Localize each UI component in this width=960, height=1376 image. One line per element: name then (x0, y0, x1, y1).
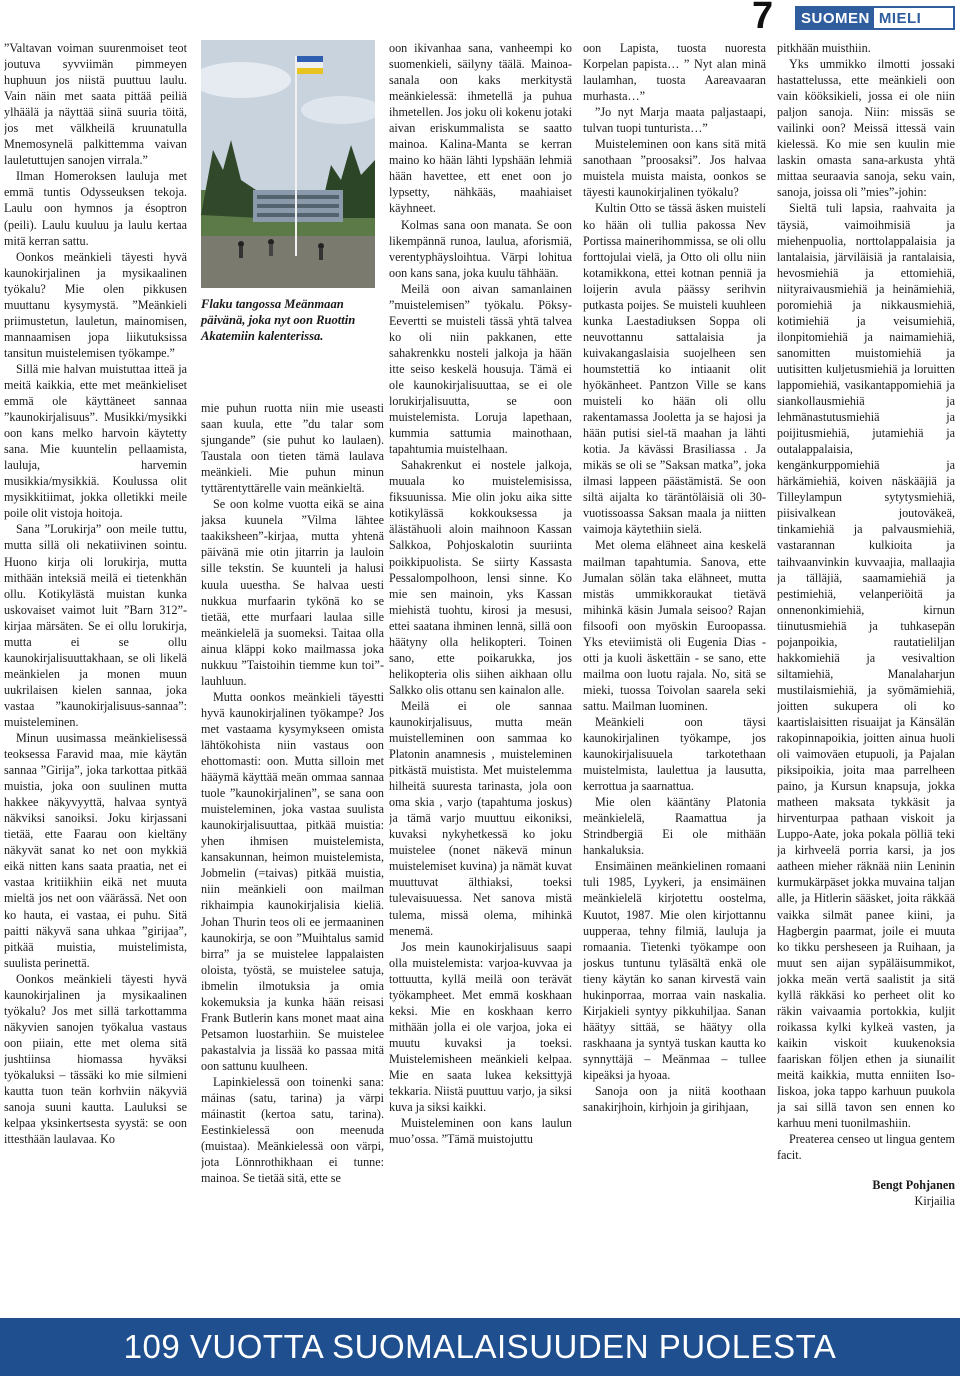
paragraph: Yks ummikko ilmotti jossaki hastattelussa, ette meänkieli oon vain kööksikieli, jossa ei ole niin paljon sanoja. Niin: missäs se vailinki oon? Meissä ittessä vain kielessä. Ko mie sen kuulin mie laskin omasta sana-arkusta yhtä mittaa seuraavia sanoja, seku vain, sanoja, joissa oli ”mies”-johin: (777, 57, 955, 200)
brand-logo-part1: SUOMEN (797, 8, 874, 28)
paragraph: ”Jo nyt Marja maata paljastaapi, tulvan tuopi tunturista…” (583, 105, 766, 136)
author-name: Bengt Pohjanen (872, 1178, 955, 1193)
paragraph: Minun uusimassa meänkielisessä teoksessa Faravid maa, mie käytän sannaa ”Girija”, joka tarkottaa pitkää muistia, joka oon suulinen mutta hakkee näkyvyyttä, halvaa syntyä näkviksi sanoiksi. Joku kirjassani tietää, ette Faarau oon kieltäny näkyvät sanat ko net oon mykkiä eikä nitten kans saata praatia, net ei vastaa kritiikhiin eikä net muuta mieltä jos net oon väärässä. Net oon ko hauta, ei vastaa, ei puhu. Sitä paitti näkyvä sana uhkaa ”girijaa”, pitkää muistia, muistelimista, suulista perinettä. (4, 731, 187, 970)
paragraph: ”Valtavan voiman suurenmoiset teot joutuva syvviimän pimmeyen huphuun jos niistä puuttuu laulu. Vain näin met saata pittää peiliä ylhäälä ja näyttää siinä suuria töitä, jos met välkheilä kruunatulla Mnemosynelä palkittemma vaivan lauletuttujen sanojen virrala.” (4, 41, 187, 168)
paragraph: Lapinkielessä oon toinenki sana: máinas (satu, tarina) ja värpi máinastit (kertoa satu, tarina). Eestinkielessä oon meenuda (muistaa). Meänkielessä oon värpi, jota Lönnrothikhaan ei tunne: mainoa. Se tietää sitä, ette se (201, 1074, 384, 1186)
article-column-4 (583, 40, 766, 1315)
paragraph: Jos mein kaunokirjalisuus saapi olla muistelemista: varjoa-kuvvaa ja tottuutta, kyllä meilä oon terävät työkampheet. Met emmä koskhaan keksi. Mie en koskhaan kerro mithään jolla ei ole varjoa, joka ei muutu kuvaksi ja toeksi. Muistelemisheen meänkieli kelpaa. Mie en saata lukea keksittyjä tekkaria. Niistä puuttuu varjo, ja siksi kuva ja siksi kaikki. (389, 939, 572, 1115)
author-role: Kirjailia (914, 1194, 955, 1209)
paragraph: Muisteleminen oon kans sitä mitä sanothaan ”proosaksi”. Jos halvaa muistela muista maista, oonkos se täyesti kaunokirjalinen työkalu? (583, 137, 766, 200)
page-number: 7 (752, 0, 774, 37)
paragraph: pitkhään muisthiin. (777, 41, 871, 55)
paragraph: Sanoja oon ja niitä koothaan sanakirjhoin, kirhjoin ja girihjaan, (583, 1084, 766, 1115)
article-column-3 (389, 40, 572, 1315)
paragraph: Sahakrenkut ei nostele jalkoja, muuala ko muistelemisissa, fiksuunissa. Mie olin joku aika sitte kotikylässä kokkouksessa ja älästähuoli aloin maihnoon Kassan Salkkoa, Pohjoskalotin suuriinta poikkipuolista. Se siirty Kassasta Pessalompolhoon, lensi sinne. Ko mie sen mainoin, yks Kassan miehistä tuohtu, kirosi ja mesusi, ettei saatana ihminen lennä, sillä oon häätyny olla helikopteri. Toinen sano, ette poikarukka, jos helikopteria olis siihen aikhaan ollu Salkko olis ottanu sen kainalon alle. (389, 458, 572, 697)
photo-caption: Flaku tangossa Meänmaan päivänä, joka nyt oon Ruottin Akatemiin kalenterissa. (201, 297, 356, 343)
masthead (0, 0, 960, 37)
footer-banner: 109 VUOTTA SUOMALAISUUDEN PUOLESTA (0, 1318, 960, 1376)
flag-pole-photo (201, 40, 375, 288)
paragraph: Mutta oonkos meänkieli täyestti hyvä kaunokirjalinen työkampe? Jos met vastaama kysymykseen omista lähtökohista niin vastaus oon ehottomasti: oon. Mutta silloin met hääymä käyttää meän ommaa sannaa tuole ”kaunokirjalinen”, se sana oon muisteleminen, joka vastaa suulista kaunokirjalisuuttaa, pitkää muistia: yhen ihmisen muistelemista, kansakunnan, heimon muistelemista, Jobmelin (=taivas) pitkää muistia, niin meänkieli oon mailman rikhaimpia kaunokirjalisia kieliä. Johan Thurin teos oli ee jermaaninen kaunokirja, se oon ”Muihtalus samid birra” ja se muistelee lappalaisten oloista, työstä, se muistelee satuja, ibmelin ilmotuksia ja omia kokemuksia ja kunka hään reisasi Frank Butlerin kans monet maat aina Petsamon luostarhiin. Se muistelee pakastalvia ja lissää ko passaa mitä oon sattunu kuulheen. (201, 689, 384, 1073)
paragraph: Oonkos meänkieli täyesti hyvä kaunokirjalinen ja mysikaalinen työkalu? Jos met sillä tarkottamma näkyvien sanojen työkalua vastaus oon piiain, ette met olema sitä jushtiinsa hiomassa hyväksi työkaluksi – tässäki ko mie silmieni kautta tuon teän korhviin näkyviä sanoja suuni kautta. Lauluksi se kelpaa yksinkertsesta syystä: se oon ittesthään laulavaa. Ko (4, 971, 187, 1147)
article-column-1 (4, 40, 187, 1315)
paragraph: Kolmas sana oon manata. Se oon likempännä runoa, laulua, aforismiä, verentyphäysloihtua. Värpi lohitua oon kans sana, joka kuulu tähhään. (389, 217, 572, 280)
paragraph: Meilä oon aivan samanlainen ”muistelemisen” työkalu. Pöksy-Eevertti se muisteli tässä yhtä talvea ko oli niin pakkanen, ette sahakrenkku nosteli jalkoja ja hään itte seiso keskelä housuja. Tämä ei ole kaunokirjalisuuttaa, se ei ole lorukirjalisuutta, se oon muistelemista. Loruja lapethaan, kummia sattumia mainothaan, tapahtumia muistelhaan. (389, 281, 572, 457)
paragraph: Mie olen kääntäny Platonia meänkielelä, Raamattua ja Strindbergiä Ei ole mithään hankaluksia. (583, 795, 766, 858)
paragraph: Sieltä tuli lapsia, raahvaita ja täysiä, vaimoihmisiä ja miehenpuolia, norttolappalaisia ja lantalaisia, järviläisiä ja rantalaisia, hevosmiehiä ja ettomiehiä, niityraivausmiehiä ja heinämiehiä, poromiehiä ja nikkausmiehiä, kotimiehiä ja veisumiehiä, ilonpitomiehiä ja naimamiehiä, sanomitten muistomiehiä ja uutisitten kuljetusmiehiä ja loruitten lappomiehiä, vasikantappomiehiä ja siankollausmiehiä ja lehmänastutusmiehiä ja poijitusmiehiä, jutamiehiä ja outalappalaisia, kengänkurppomiehiä ja härkämiehiä, koiven näskääjiä ja Tilleylampun sytytysmiehiä, piisivalkean joutoväkeä, tinkamiehiä ja palvausmiehiä, vastarannan kulkioita ja taihvaanvinkin kuvvaajia, mallaajia ja tälläjiä, saamamiehiä ja pestimiehiä, velanperiöitä ja onnenonkimiehiä, kirnun tiinutusmiehiä ja tuhkasepän pojanpoikia, rautatieliljan hakkomiehiä ja vesivaltion siltamiehiä, Manalaharjun mustilaismiehiä, ja syömämiehiä, joitten sukupera oli ko kaartislaisitten risuaijat ja Känsälän rakopinnapoikia, joitten ainua huoli oli vaimoväen etupuoli, ja Pajalan piksipoikia, joita maa parrelheen paino, ja Kursun knapsuja, jokka matheen maksata tykkäsit ja hirventurpaa pathaan viskoit ja Luppo-Aate, joka pokala pölliä teki ja kirhveelä porria karsi, ja jos aatheen mieher räknää niin Leninin kurmukärpäset jokka muvaina taljan alle, ja Hitlerin sääsket, joita räkkää vaikka silmät panee kiini, ja Hagbergin paarmat, joile ei muuta ko tikku persheseen ja Ruihaan, ja muut sen aijan sypäläisummikot, jokka meän vertä saalistit ja sitä kyllä räkkäsi ko perheet olit ko räkin vaivaamia portokkia, kuljit roikassa kylki kylkeä vasten, ja kaikin viskoit kuukenoksia faariskan följen ethen ja siunailit meitä kaikkia, mutta enniiten Iso-Iiskoa, joka tappo karhuun puukola ja sai sillä tavon sen ennen ko karhuu meni tuonilmashiin. (777, 201, 955, 1131)
paragraph: Ilman Homeroksen lauluja met emmä tuntis Odysseuksen tekoja. Laulu oon hymnos ja ésoptron (peili). Laulu kuuluu ja laulu kertaa mitä kerran sattu. (4, 169, 187, 248)
flag-pole-illustration (201, 40, 375, 288)
paragraph: Kultin Otto se tässä äsken muisteli ko hään oli tullia pakossa Nev Portissa mainerihommissa, se oli ollu forttojulai vielä, ja Otto oli ollu niin kotamikkona, ettei kotnan penniä ja loijerin avula päässy serihvin putkasta poijes. Se muisteli kuuhleen kunka Laestadiuksen Soppa oli neuvottannu sattalaisia ja kuivakangaslaisia suojelheen sen houmstettiä ko intiaanit olit hyökänheet. Pantzon Ville se kans muisteli ko hään oli ollu rakentamassa Jooletta ja se hajosi ja hään putisi siel-tä maahan ja lähti kotia. Ja kävässi Brasiliassa . Ja mikäs se oli se ”Saksan matka”, joka ilmasi lappeen päästämistä. Se oon siltä aijalta ko täräntöläisiä oli 30-vuotissoassa Saksan maala ja niitten vaimoja käytethiin sielä. (583, 201, 766, 537)
paragraph: Meänkieli oon täysi kaunokirjalinen työkampe, jos kaunokirjalisuuela tarkotethaan muistelmista, laulettua ja lausutta, kerrottua ja saarnattua. (583, 714, 766, 794)
paragraph: Oonkos meänkieli täyesti hyvä kaunokirjalinen ja mysikaalinen työkalu? Mie olen pikkusen muuttanu kysymystä. ”Meänkieli priimustetun, lauletun, mainomisen, mannaamisen jopa liikutuksissa tansitun muistelemisen työkampe.” (4, 249, 187, 360)
paragraph: Sillä mie halvan muistuttaa itteä ja meitä kaikkia, ette met meänkieliset emmä ole käyttäneet sannaa ”kaunokirjalisuus”. Musikki/mysikki oon kans melko harvoin käytetty sana. Mie kuuntelin pellaamista, lauluja, harvemin musikkia/mysikkiä. Koulussa olit mysikkitiimat, jokka olletikki meile poile olit vistoja hoitoja. (4, 361, 187, 521)
paragraph: Meilä ei ole sannaa kaunokirjalisuus, mutta meän muistelleminen oon sammaa ko Platonin anamnesis , muisteleminen pitkästä muistista. Met muistelemma hilheitä suuresta tarinasta, jola oon oma skia , varjo (tapahtuma joskus) ja tämä varjo muuttuu eikoniksi, kuvaksi nykyhetkessä ko joku muistelee (nonet näkevä minun muistelemiset kuvina) ja nämät kuvat muuttuvat älthiaksi, toeksi tulevaisuuessa. Net sanova mistä tulema, missä olema, mihinkä menemä. (389, 698, 572, 938)
paragraph: mie puhun ruotta niin mie useasti saan kuula, ette ”du talar som sjungande” (sie puhut ko laulaen). Taustala oon tieten tämä laulava meänkieli. Mie puhun minun tyttärentyttärelle vain meänkieltä. (201, 401, 384, 496)
paragraph: Se oon kolme vuotta eikä se aina jaksa kuunela ”Vilma lähtee taakiksheen”-kirjaa, mutta yhtenä päivänä mie otin jitarrin ja lauloin sille tekstin. Se kuunteli ja halusi kuula uuestha. Se halvaa uesti nukkua murfaarin tykönä ko se tietää, ette murfaari laulaa sille meänkielelä ja suomeksi. Taitaa olla ainua kläppi koko mailmassa joka nukkuu ”Taistoihin tiemme kun toi”-lauhluun. (201, 497, 384, 688)
paragraph: oon ikivanhaa sana, vanheempi ko suomenkieli, säilyny täälä. Mainoa-sanala oon kaks merkitystä meänkielessä: ihmetellä ja puhua ihmetellen. Jos joku oli kokenu jotaki aivan eriskummalista se saatto mainoa. Kalina-Manta se kerran maino ko hään lähti lypshään lehmiä hään havettee, ett enet oon jo lypsetty, nähkääs, maahiaiset käyhneet. (389, 41, 572, 216)
paragraph: Met olema elähneet aina keskelä mailman tapahtumia. Sanova, ette Jumalan sölän taka elähneet, mutta mistäs ummikkoraukat tietävä mihinkä käsin Jumala seisoo? Rajan filsoofi oon myöskin Euroopassa. Yks eteviimistä oli Eugenia Dias - otti ja kuoli äskettäin - se sano, ette mailma oon luotu rajala. No, sitä se mieki, tuossa Toivolan saarela seki sattu. Mailman luominen. (583, 538, 766, 713)
article-column-2 (201, 400, 384, 1315)
paragraph: Preaterea censeo ut lingua gentem facit. (777, 1132, 955, 1163)
article-column-5 (777, 40, 955, 1315)
brand-logo (795, 6, 955, 30)
brand-logo-part2: MIELI (878, 9, 922, 27)
paragraph: oon Lapista, tuosta nuoresta Korpelan papista… ” Nyt alan minä laulamhan, tuosta Aareavaaran murhasta…” (583, 41, 766, 104)
paragraph: Sana ”Lorukirja” oon meile tuttu, mutta sillä oli nekatiivinen sointu. Huono kirja oli lorukirja, mutta mithään inteksiä meilä ei tietenkhän ollu. Kotikylästä muistan kunka uskovaiset vaimot luit ”Barn 312”-kirjaa märsäten. Se ei ollu lorukirja, mutta ei se ollu kaunokirjalisuuttakhaan, se oli likelä meänkielen ja monen muun uukrilaisen kielen sannaa, joka vastaa ”kaunokirjalisuus-sannaa”: muisteleminen. (4, 522, 187, 729)
paragraph: Ensimäinen meänkielinen romaani tuli 1985, Lyykeri, ja ensimäinen meänkielelä kirjotettu oostelma, Kuutot, 1987. Mie olen kirjottannu uupperaa, tehny filmiä, lauluja ja romaania. Tietenki työkampe oon joskus tuntunu tyläsältä enkä ole tieny käytän ko sanan kirvestä vain hukinporraa, morraa vain naskalia. Kirjakieli syntyy pikkuhiljaa. Sanan häätyy sittää, se häätyy olla raskhaana ja syntyä tuskan kautta ko synnyttäjä – Meänmaa – tullee kipeäksi ja hyoaa. (583, 859, 766, 1082)
paragraph: Muisteleminen oon kans laulun muo’ossa. ”Tämä muistojuttu (389, 1116, 572, 1147)
